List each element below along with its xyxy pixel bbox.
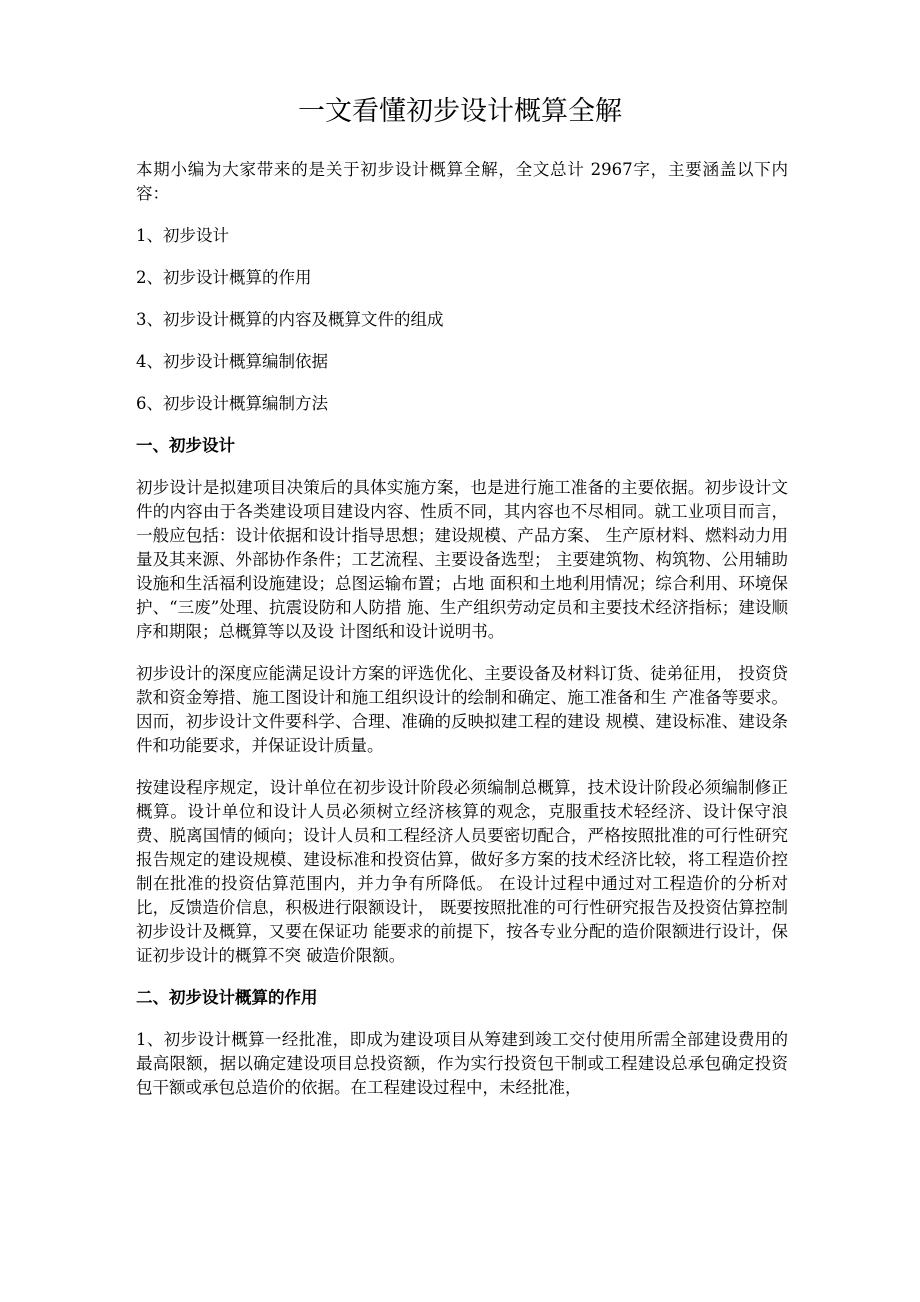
toc-item: 3、初步设计概算的内容及概算文件的组成 <box>136 310 444 329</box>
section-heading: 二、初步设计概算的作用 <box>136 988 318 1007</box>
document-body <box>136 158 788 1118</box>
body-paragraph: 初步设计的深度应能满足设计方案的评选优化、主要设备及材料订货、徒弟征用， 投资贷款和资金筹措、施工图设计和施工组织设计的绘制和确定、施工准备和生 产准备等要求。因而，初步设计文件要科学、合理、准确的反映拟建工程的建设 规模、建设标准、建设条件和功能要求，并保证设计质量。 <box>136 664 788 755</box>
document-title: 一文看懂初步设计概算全解 <box>298 96 622 127</box>
toc-item: 4、初步设计概算编制依据 <box>136 352 328 371</box>
toc-item: 2、初步设计概算的作用 <box>136 268 312 287</box>
section-heading: 一、初步设计 <box>136 436 235 455</box>
body-paragraph: 1、初步设计概算一经批准，即成为建设项目从筹建到竣工交付使用所需全部建设费用的最高限额，据以确定建设项目总投资额，作为实行投资包干制或工程建设总承包确定投资包干额或承包总造价的依据。在工程建设过程中，未经批准， <box>136 1030 788 1097</box>
body-paragraph: 按建设程序规定，设计单位在初步设计阶段必须编制总概算，技术设计阶段必须编制修正概算。设计单位和设计人员必须树立经济核算的观念，克服重技术轻经济、设计保守浪费、脱离国情的倾向；设计人员和工程经济人员要密切配合，严格按照批准的可行性研究报告规定的建设规模、建设标准和投资估算，做好多方案的技术经济比较，将工程造价控制在批准的投资估算范围内，并力争有所降低。 在设计过程中通过对工程造价的分析对比，反馈造价信息，积极进行限额设计， 既要按照批准的可行性研究报告及投资估算控制初步设计及概算，又要在保证功 能要求的前提下，按各专业分配的造价限额进行设计，保证初步设计的概算不突 破造价限额。 <box>136 778 788 965</box>
body-paragraph: 初步设计是拟建项目决策后的具体实施方案，也是进行施工准备的主要依据。初步设计文件的内容由于各类建设项目建设内容、性质不同，其内容也不尽相同。就工业项目而言，一般应包括：设计依据和设计指导思想；建设规模、产品方案、 生产原材料、燃料动力用量及其来源、外部协作条件；工艺流程、主要设备选型； 主要建筑物、构筑物、公用辅助设施和生活福利设施建设；总图运输布置；占地 面积和土地利用情况；综合利用、环境保护、“三废”处理、抗震设防和人防措 施、生产组织劳动定员和主要技术经济指标；建设顺序和期限；总概算等以及设 计图纸和设计说明书。 <box>136 478 788 641</box>
toc-item: 6、初步设计概算编制方法 <box>136 394 328 413</box>
toc-item: 1、初步设计 <box>136 226 229 245</box>
intro-paragraph: 本期小编为大家带来的是关于初步设计概算全解，全文总计 2967字，主要涵盖以下内容： <box>136 160 788 203</box>
